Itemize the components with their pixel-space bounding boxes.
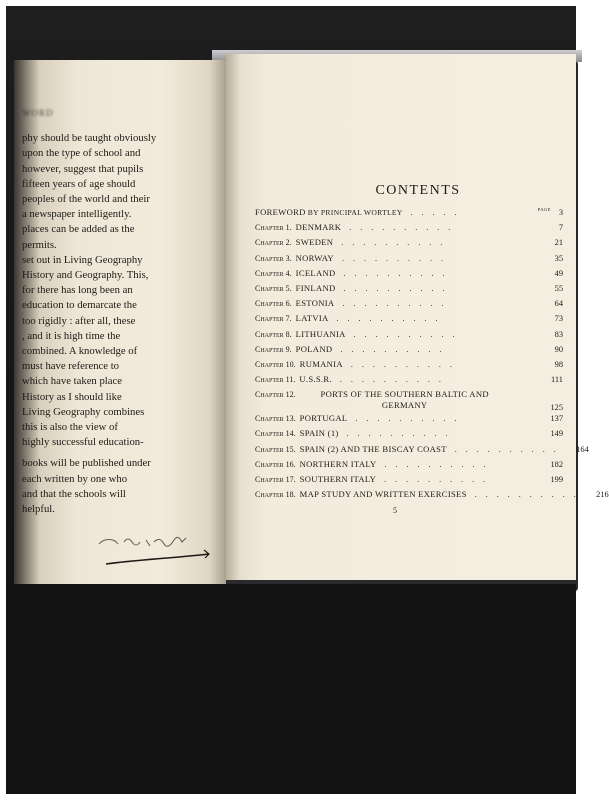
- leader-dots: ..........: [343, 283, 454, 293]
- chapter-page: 149: [550, 429, 563, 439]
- chapter-number: Chapter 12.: [255, 390, 296, 400]
- chapter-title: POLAND: [295, 343, 333, 354]
- chapter-row: [255, 443, 589, 459]
- chapter-row: [255, 298, 563, 313]
- leader-dots: ..........: [339, 375, 450, 385]
- chapter-row: [255, 428, 563, 443]
- chapter-title: SWEDEN: [295, 237, 334, 248]
- leader-dots: ..........: [474, 490, 585, 500]
- chapter-title: DENMARK: [295, 222, 342, 233]
- leader-dots: ..........: [336, 314, 447, 324]
- chapter-number: Chapter 5.: [255, 283, 292, 293]
- leader-dots: ..........: [341, 253, 452, 263]
- chapter-title: MAP STUDY AND WRITTEN EXERCISES: [299, 489, 467, 500]
- chapter-row: [255, 413, 563, 428]
- chapter-number: Chapter 16.: [255, 459, 296, 469]
- foreword-line: must have reference to: [22, 360, 120, 373]
- leader-dots: ..........: [342, 299, 453, 309]
- chapter-number: Chapter 9.: [255, 344, 292, 354]
- leader-dots: ..........: [353, 329, 464, 339]
- chapter-page: 137: [550, 414, 563, 424]
- chapter-page: 21: [554, 238, 563, 248]
- contents-table: [255, 183, 609, 504]
- foreword-line: which have taken place: [22, 375, 122, 388]
- foreword-line: combined. A knowledge of: [22, 345, 138, 358]
- foreword-label: FOREWORD: [255, 207, 306, 217]
- foreword-line: History as I should like: [22, 390, 122, 403]
- chapter-number: Chapter 11.: [255, 375, 296, 385]
- leader-dots: ..........: [384, 459, 495, 469]
- chapter-number: Chapter 13.: [255, 414, 296, 424]
- table-surface: [6, 584, 576, 794]
- chapter-title: PORTUGAL: [299, 413, 348, 424]
- foreword-line: too rigidly : after all, these: [22, 314, 136, 327]
- chapter-row: [255, 374, 563, 389]
- foreword-line: however, suggest that pupils: [22, 162, 144, 175]
- foreword-row: [255, 207, 563, 222]
- foreword-line: peoples of the world and their: [22, 193, 150, 206]
- foreword-line: this is also the view of: [22, 421, 118, 434]
- chapter-title: LITHUANIA: [295, 328, 346, 339]
- foreword-line: education to demarcate the: [22, 299, 137, 312]
- chapter-number: Chapter 2.: [255, 238, 292, 248]
- chapter-page: 199: [550, 475, 563, 484]
- chapter-row: [255, 237, 563, 252]
- contents-title: CONTENTS: [375, 183, 461, 198]
- chapter-row: [255, 253, 563, 268]
- foreword-lines: [22, 131, 222, 517]
- foreword-line: and that the schools will: [22, 487, 126, 500]
- chapter-title: SPAIN (2) AND THE BISCAY COAST: [299, 443, 447, 454]
- foreword-line: , and it is high time the: [22, 329, 121, 342]
- left-running-header: WORD: [22, 108, 54, 118]
- chapter-row: [255, 459, 563, 474]
- chapter-row: [255, 313, 563, 328]
- leader-dots: ..........: [340, 344, 451, 354]
- chapter-row: [255, 489, 609, 504]
- chapter-row: [255, 329, 563, 344]
- chapter-page: 216: [596, 490, 609, 500]
- chapter-page: 83: [554, 329, 563, 339]
- chapter-row: [255, 222, 563, 237]
- chapter-number: Chapter 6.: [255, 299, 292, 309]
- leader-dots: ..........: [350, 359, 461, 369]
- foreword-line: a newspaper intelligently.: [22, 208, 132, 221]
- chapter-number: Chapter 14.: [255, 429, 296, 439]
- foreword-line: Living Geography combines: [22, 405, 145, 418]
- chapter-title: SOUTHERN ITALY: [299, 474, 377, 484]
- chapter-page: 164: [576, 444, 589, 454]
- foreword-line: History and Geography. This,: [22, 269, 149, 282]
- foreword-line: highly successful education-: [22, 436, 144, 449]
- chapter-title: U.S.S.R.: [299, 374, 332, 385]
- chapter-row: [255, 474, 563, 489]
- leader-dots: ..........: [341, 238, 452, 248]
- foreword-line: each written by one who: [22, 472, 128, 485]
- chapter-page: 182: [550, 459, 563, 469]
- leader-dots: ..........: [384, 475, 495, 484]
- chapter-number: Chapter 1.: [255, 223, 292, 233]
- chapter-number: Chapter 17.: [255, 475, 296, 484]
- foreword-line: books will be published under: [22, 457, 151, 470]
- left-page: [14, 60, 226, 584]
- leader-dots: ..........: [355, 414, 466, 424]
- chapter-row: [255, 359, 563, 374]
- foreword-line: places can be added as the: [22, 223, 135, 236]
- foreword-line: phy should be taught obviously: [22, 132, 157, 145]
- chapter-number: Chapter 10.: [255, 359, 296, 369]
- chapter-page: 111: [551, 375, 563, 385]
- leader-dots: .....: [410, 208, 466, 217]
- foreword-line: for there has long been an: [22, 284, 133, 297]
- chapter-title: FINLAND: [295, 282, 336, 293]
- chapter-number: Chapter 18.: [255, 490, 296, 500]
- leader-dots: ..........: [346, 429, 457, 439]
- chapter-title: ESTONIA: [295, 298, 335, 309]
- foreword-line: upon the type of school and: [22, 147, 141, 160]
- foreword-line: set out in Living Geography: [22, 253, 143, 266]
- chapter-page: 49: [554, 268, 563, 278]
- page-column-label: PAGE: [537, 207, 551, 212]
- chapter-title: ICELAND: [295, 267, 336, 278]
- chapter-title: PORTS OF THE SOUTHERN BALTIC AND GERMANY: [320, 389, 489, 411]
- leader-dots: ..........: [454, 444, 565, 454]
- chapter-page: 35: [554, 253, 563, 263]
- chapter-page: 90: [554, 344, 563, 354]
- leader-dots: ..........: [349, 223, 460, 233]
- chapter-title: SPAIN (1): [299, 428, 339, 439]
- chapter-title: NORTHERN ITALY: [299, 458, 377, 469]
- chapter-page: 55: [554, 283, 563, 293]
- foreword-line: fifteen years of age should: [22, 177, 136, 190]
- chapter-page: 7: [558, 223, 563, 233]
- page-number: 5: [393, 506, 397, 515]
- chapter-row: [255, 283, 563, 298]
- chapter-row: [255, 268, 563, 283]
- chapter-number: Chapter 8.: [255, 329, 292, 339]
- chapter-number: Chapter 7.: [255, 314, 292, 324]
- chapter-page: 73: [554, 314, 563, 324]
- chapter-row: [255, 389, 563, 413]
- chapter-title: RUMANIA: [299, 358, 343, 369]
- chapter-title: LATVIA: [295, 313, 329, 324]
- leader-dots: ..........: [343, 268, 454, 278]
- signature-icon: [94, 530, 214, 570]
- chapter-title: NORWAY: [295, 252, 334, 263]
- foreword-author: BY PRINCIPAL WORTLEY: [307, 208, 403, 217]
- chapter-page: 64: [554, 299, 563, 309]
- chapter-number: Chapter 3.: [255, 253, 292, 263]
- chapter-number: Chapter 4.: [255, 268, 292, 278]
- foreword-line: helpful.: [22, 503, 55, 516]
- chapter-page: 125: [550, 403, 564, 413]
- chapter-list: [255, 222, 609, 504]
- chapter-number: Chapter 15.: [255, 444, 296, 454]
- chapter-page: 98: [554, 359, 563, 369]
- foreword-text: [22, 106, 222, 517]
- foreword-page: 3: [558, 208, 563, 217]
- chapter-row: [255, 344, 563, 359]
- foreword-line: permits.: [22, 238, 57, 251]
